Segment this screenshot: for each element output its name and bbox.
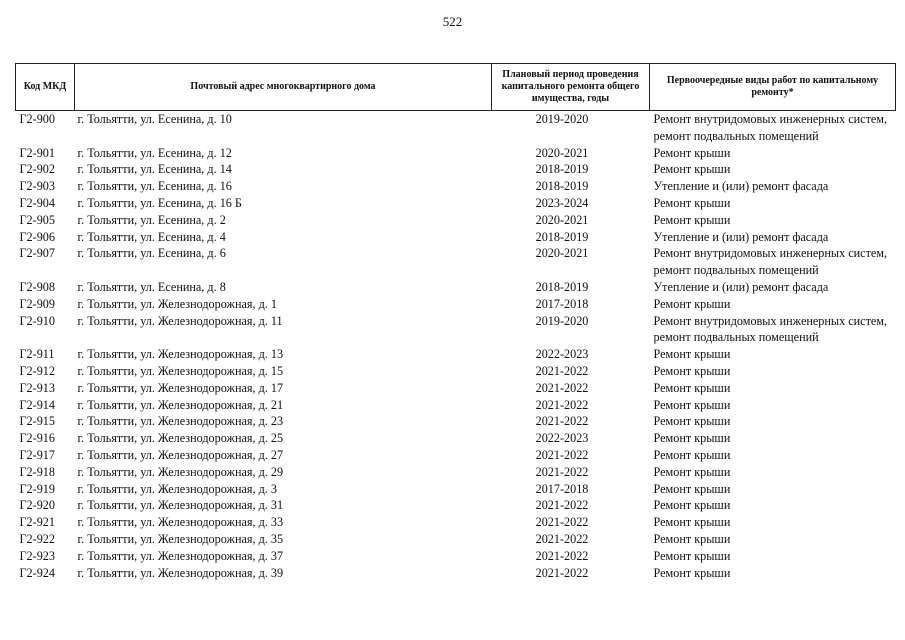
table-row [16,548,896,565]
cell-address: г. Тольятти, ул. Железнодорожная, д. 13 [77,347,284,362]
cell-period: 2020-2021 [535,145,589,160]
table-row [16,464,896,481]
cell-code: Г2-911 [19,347,55,362]
cell-period: 2018-2019 [535,279,589,294]
cell-works: Утепление и (или) ремонт фасада [653,279,829,294]
cell-period: 2018-2019 [535,179,589,194]
cell-works: Ремонт крыши [653,145,731,160]
cell-address: г. Тольятти, ул. Железнодорожная, д. 39 [77,565,284,580]
cell-address: г. Тольятти, ул. Есенина, д. 12 [77,145,232,160]
cell-code: Г2-908 [19,279,55,294]
cell-works: Ремонт крыши [653,531,731,546]
table-row [16,195,896,212]
header-works: Первоочередные виды работ по капитальному ремонту* [650,64,896,111]
table-row [16,380,896,397]
table-row [16,531,896,548]
cell-address: г. Тольятти, ул. Железнодорожная, д. 15 [77,363,284,378]
cell-code: Г2-903 [19,179,55,194]
cell-period: 2017-2018 [535,481,589,496]
cell-address: г. Тольятти, ул. Железнодорожная, д. 1 [77,296,277,311]
cell-works: Ремонт крыши [653,397,731,412]
cell-address: г. Тольятти, ул. Железнодорожная, д. 31 [77,498,284,513]
cell-address: г. Тольятти, ул. Есенина, д. 10 [77,112,232,126]
cell-works: Ремонт крыши [653,380,731,395]
header-code: Код МКД [16,64,75,111]
cell-works: Ремонт крыши [653,195,731,210]
header-address: Почтовый адрес многоквартирного дома [75,64,492,111]
cell-address: г. Тольятти, ул. Железнодорожная, д. 11 [77,313,283,328]
cell-period: 2021-2022 [535,531,589,546]
cell-code: Г2-919 [19,481,55,496]
cell-works: Ремонт внутридомовых инженерных систем, ремонт подвальных помещений [653,246,888,278]
cell-address: г. Тольятти, ул. Есенина, д. 6 [77,246,226,261]
cell-period: 2020-2021 [535,212,589,227]
table-row [16,481,896,498]
cell-code: Г2-913 [19,380,55,395]
cell-code: Г2-904 [19,195,55,210]
table-row [16,161,896,178]
cell-address: г. Тольятти, ул. Есенина, д. 16 [77,179,232,194]
table-row [16,430,896,447]
table-row [16,346,896,363]
cell-code: Г2-912 [19,363,55,378]
cell-works: Ремонт крыши [653,565,731,580]
cell-period: 2019-2020 [535,112,589,126]
cell-period: 2021-2022 [535,464,589,479]
table-row [16,413,896,430]
cell-address: г. Тольятти, ул. Железнодорожная, д. 17 [77,380,284,395]
table-row [16,313,896,347]
cell-address: г. Тольятти, ул. Железнодорожная, д. 25 [77,431,284,446]
cell-code: Г2-920 [19,498,55,513]
cell-address: г. Тольятти, ул. Есенина, д. 2 [77,212,226,227]
cell-period: 2021-2022 [535,515,589,530]
cell-address: г. Тольятти, ул. Есенина, д. 8 [77,279,226,294]
table-row [16,363,896,380]
cell-code: Г2-923 [19,548,55,563]
cell-period: 2021-2022 [535,447,589,462]
cell-works: Утепление и (или) ремонт фасада [653,179,829,194]
cell-code: Г2-914 [19,397,55,412]
cell-period: 2021-2022 [535,498,589,513]
cell-works: Ремонт крыши [653,162,731,177]
cell-period: 2021-2022 [535,548,589,563]
table-row [16,565,896,582]
cell-code: Г2-910 [19,313,55,328]
cell-works: Ремонт крыши [653,347,731,362]
table-row [16,245,896,279]
cell-period: 2018-2019 [535,229,589,244]
cell-period: 2022-2023 [535,431,589,446]
table-row [16,497,896,514]
cell-code: Г2-900 [19,112,55,126]
cell-code: Г2-922 [19,531,55,546]
cell-code: Г2-918 [19,464,55,479]
table-row [16,229,896,246]
cell-code: Г2-917 [19,447,55,462]
cell-works: Ремонт внутридомовых инженерных систем, ремонт подвальных помещений [653,112,888,143]
cell-works: Ремонт крыши [653,296,731,311]
cell-works: Ремонт крыши [653,363,731,378]
cell-works: Ремонт крыши [653,431,731,446]
cell-address: г. Тольятти, ул. Железнодорожная, д. 27 [77,447,284,462]
cell-period: 2017-2018 [535,296,589,311]
table-header [16,64,896,111]
cell-period: 2021-2022 [535,363,589,378]
cell-period: 2021-2022 [535,397,589,412]
table-row [16,279,896,296]
table-row [16,212,896,229]
cell-works: Ремонт крыши [653,548,731,563]
table-row [16,447,896,464]
cell-works: Ремонт крыши [653,498,731,513]
table-row [16,111,896,145]
cell-code: Г2-902 [19,162,55,177]
cell-address: г. Тольятти, ул. Железнодорожная, д. 21 [77,397,284,412]
cell-code: Г2-921 [19,515,55,530]
cell-address: г. Тольятти, ул. Есенина, д. 16 Б [77,195,242,210]
cell-code: Г2-909 [19,296,55,311]
table-row [16,397,896,414]
cell-period: 2022-2023 [535,347,589,362]
cell-code: Г2-901 [19,145,55,160]
cell-works: Ремонт внутридомовых инженерных систем, ремонт подвальных помещений [653,313,888,345]
table-body [16,111,896,582]
table-row [16,178,896,195]
cell-period: 2021-2022 [535,565,589,580]
table-row [16,145,896,162]
cell-address: г. Тольятти, ул. Железнодорожная, д. 37 [77,548,284,563]
cell-works: Ремонт крыши [653,481,731,496]
cell-address: г. Тольятти, ул. Есенина, д. 4 [77,229,226,244]
cell-works: Утепление и (или) ремонт фасада [653,229,829,244]
cell-period: 2020-2021 [535,246,589,261]
cell-code: Г2-907 [19,246,55,261]
cell-period: 2023-2024 [535,195,589,210]
cell-address: г. Тольятти, ул. Железнодорожная, д. 29 [77,464,284,479]
cell-works: Ремонт крыши [653,447,731,462]
cell-period: 2018-2019 [535,162,589,177]
cell-works: Ремонт крыши [653,515,731,530]
cell-works: Ремонт крыши [653,414,731,429]
cell-code: Г2-924 [19,565,55,580]
cell-code: Г2-905 [19,212,55,227]
cell-address: г. Тольятти, ул. Есенина, д. 14 [77,162,232,177]
cell-period: 2021-2022 [535,380,589,395]
table-row [16,514,896,531]
cell-address: г. Тольятти, ул. Железнодорожная, д. 23 [77,414,284,429]
capital-repair-table [15,63,896,581]
cell-works: Ремонт крыши [653,212,731,227]
page-number: 522 [442,14,463,29]
cell-code: Г2-915 [19,414,55,429]
cell-period: 2019-2020 [535,313,589,328]
cell-period: 2021-2022 [535,414,589,429]
cell-code: Г2-906 [19,229,55,244]
cell-code: Г2-916 [19,431,55,446]
cell-address: г. Тольятти, ул. Железнодорожная, д. 33 [77,515,284,530]
cell-works: Ремонт крыши [653,464,731,479]
cell-address: г. Тольятти, ул. Железнодорожная, д. 35 [77,531,284,546]
header-period: Плановый период проведения капитального ремонта общего имущества, годы [492,64,650,111]
cell-address: г. Тольятти, ул. Железнодорожная, д. 3 [77,481,277,496]
table-row [16,296,896,313]
